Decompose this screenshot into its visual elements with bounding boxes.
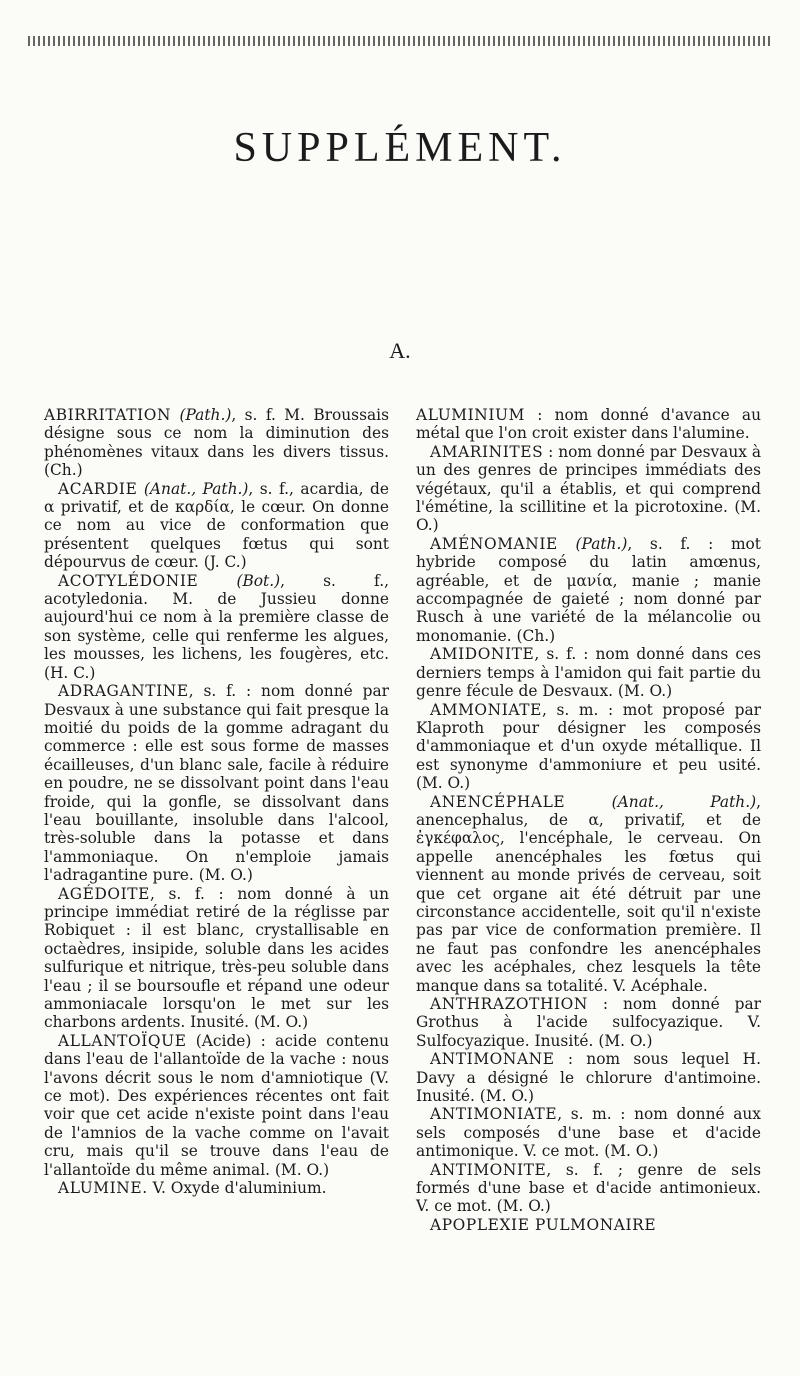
entry-headword: ACOTYLÉDONIE — [58, 571, 199, 590]
dictionary-entry — [44, 1032, 389, 1179]
entry-abbreviation: (Anat., Path.) — [143, 479, 249, 498]
entry-definition: , s. f. : nom donné dans ces derniers temps à l'amidon qui fait partie du genre fécule de Desvaux. (M. O.) — [416, 645, 761, 701]
entry-abbreviation: (Anat., Path.) — [611, 792, 757, 811]
entry-headword: ALUMINE. — [58, 1179, 148, 1198]
dictionary-entry — [416, 1161, 761, 1216]
dictionary-entry — [44, 1179, 389, 1197]
entry-definition: , s. f. : nom donné par Desvaux à une substance qui fait presque la moitié du poids de la gomme adragant du commerce : elle est sous forme de masses écailleuses, d'un blanc sale, facile à réduire en poudre, ne se dissolvant point dans l'eau froide, qui la gonfle, se dissolvant dans l'eau bouillante, insoluble dans l'alcool, très-soluble dans la potasse et dans l'ammoniaque. On n'emploie jamais l'adragantine pure. (M. O.) — [44, 682, 389, 885]
entry-headword: ALLANTOÏQUE — [58, 1031, 187, 1050]
entry-abbreviation: (Path.) — [575, 534, 628, 553]
dictionary-entry — [44, 572, 389, 682]
entry-headword: AMMONIATE — [430, 700, 542, 719]
entry-definition: , anencephalus, de α, privatif, et de ἐγκέφαλος, l'encéphale, le cerveau. On appelle anencéphales les fœtus qui viennent au monde privés de cerveau, soit que cet organe ait été détruit par une circonstance accidentelle, soit qu'il n'existe pas par vice de conformation première. Il ne faut pas confondre les anencéphales avec les acéphales, chez lesquels la tête manque dans sa totalité. V. Acéphale. — [416, 792, 761, 995]
entry-definition: : nom donné par Desvaux à un des genres de principes immédiats des végétaux, qu'il a établis, et qui comprend l'émétine, la scillitine et la picrotoxine. (M. O.) — [416, 442, 761, 535]
dictionary-entry — [416, 645, 761, 700]
entry-definition: V. Oxyde d'aluminium. — [147, 1179, 327, 1198]
dictionary-entry — [416, 535, 761, 645]
dictionary-entry — [44, 406, 389, 480]
entry-headword: ADRAGANTINE — [58, 682, 189, 701]
entry-abbreviation: (Path.) — [179, 406, 232, 424]
dictionary-entry — [44, 682, 389, 884]
entry-headword: ACARDIE — [58, 479, 138, 498]
entry-definition: : nom donné d'avance au métal que l'on croit exister dans l'alumine. — [416, 406, 761, 443]
entry-headword: ALUMINIUM — [416, 406, 525, 424]
entry-definition: , s. f., acardia, de α privatif, et de καρδία, le cœur. On donne ce nom au vice de conformation que présentent quelques fœtus qui sont dépourvus de cœur. (J. C.) — [44, 479, 389, 572]
dictionary-entry — [416, 1105, 761, 1160]
entry-definition: : nom donné par Grothus à l'acide sulfocyazique. V. Sulfocyazique. Inusité. (M. O.) — [416, 995, 761, 1050]
entry-headword: AMARINITES — [430, 442, 544, 461]
entry-headword: ANTIMONIATE — [430, 1105, 558, 1124]
dictionary-entry — [416, 793, 761, 995]
right-column — [416, 406, 761, 1234]
left-column — [44, 406, 389, 1197]
entry-headword: ANENCÉPHALE — [430, 792, 566, 811]
dictionary-entry — [416, 1050, 761, 1105]
entry-headword: APOPLEXIE PULMONAIRE — [430, 1215, 657, 1234]
entry-headword: ANTIMONITE — [430, 1160, 547, 1179]
entry-definition: , s. f. M. Broussais désigne sous ce nom la diminution des phénomènes vitaux dans les divers tissus. (Ch.) — [44, 406, 389, 480]
dictionary-entry — [416, 995, 761, 1050]
entry-definition: , s. f. : mot hybride composé du latin amœnus, agréable, et de μανία, manie ; manie accompagnée de gaieté ; nom donné par Rusch à une variété de la mélancolie ou monomanie. (Ch.) — [416, 534, 761, 645]
entry-definition: , s. f. ; genre de sels formés d'une base et d'acide antimonieux. V. ce mot. (M. O.) — [416, 1160, 761, 1216]
section-letter: A. — [389, 338, 411, 363]
entry-headword: AGÉDOITE — [58, 884, 150, 903]
entry-headword: ABIRRITATION — [44, 406, 172, 424]
entry-definition: : nom sous lequel H. Davy a désigné le chlorure d'antimoine. Inusité. (M. O.) — [416, 1050, 761, 1106]
entry-abbreviation: (Bot.) — [236, 571, 281, 590]
dictionary-entry — [416, 701, 761, 793]
entry-headword: AMIDONITE — [430, 645, 535, 664]
entry-headword: ANTHRAZOTHION — [430, 995, 588, 1013]
dictionary-entry — [44, 480, 389, 572]
entry-definition: , s. m. : nom donné aux sels composés d'une base et d'acide antimonique. V. ce mot. (M. O.) — [416, 1105, 761, 1161]
entry-headword: AMÉNOMANIE — [430, 534, 558, 553]
page-title: SUPPLÉMENT. — [233, 125, 567, 172]
dictionary-entry — [416, 406, 761, 443]
dictionary-entry — [44, 885, 389, 1032]
dictionary-entry — [416, 1216, 761, 1234]
entry-definition: (Acide) : acide contenu dans l'eau de l'allantoïde de la vache : nous l'avons décrit sous le nom d'amniotique (V. ce mot). Des expériences récentes ont fait voir que cet acide n'existe point dans l'eau de l'amnios de la vache comme on l'avait cru, mais qu'il se trouve dans l'eau de l'allantoïde du même animal. (M. O.) — [44, 1031, 389, 1179]
entry-definition: , s. m. : mot proposé par Klaproth pour désigner les composés d'ammoniaque et d'un oxyde métallique. Il est synonyme d'ammoniure et peu usité. (M. O.) — [416, 700, 761, 793]
top-ornament-border — [28, 36, 770, 46]
entry-headword: ANTIMONANE — [430, 1050, 555, 1069]
entry-definition: , s. f., acotyledonia. M. de Jussieu donne aujourd'hui ce nom à la première classe de son système, celle qui renferme les algues, les mousses, les lichens, les fougères, etc. (H. C.) — [44, 571, 389, 682]
dictionary-entry — [416, 443, 761, 535]
entry-definition: , s. f. : nom donné à un principe immédiat retiré de la réglisse par Robiquet : il est blanc, crystallisable en octaèdres, insipide, soluble dans les acides sulfurique et nitrique, très-peu soluble dans l'eau ; il se boursoufle et répand une odeur ammoniacale lorsqu'on le met sur les charbons ardents. Inusité. (M. O.) — [44, 884, 389, 1032]
